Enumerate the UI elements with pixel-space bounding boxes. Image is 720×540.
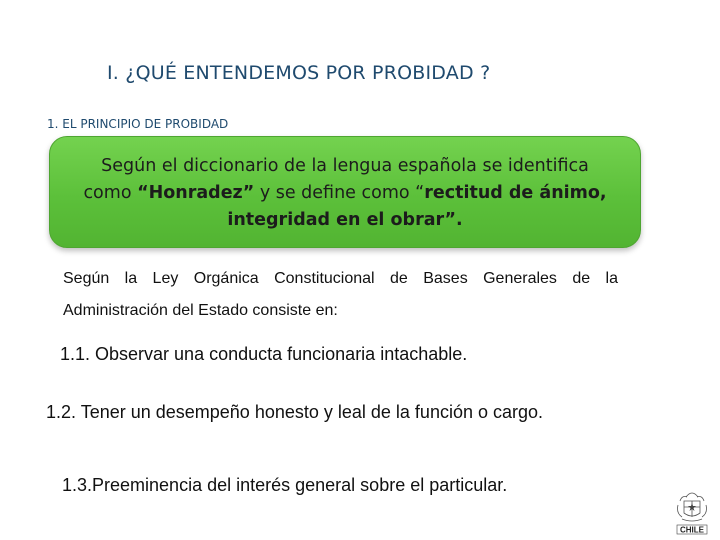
definition-honradez: “Honradez” xyxy=(137,183,255,203)
chile-government-coat-of-arms-icon xyxy=(670,487,714,535)
definition-rectitud: rectitud de ánimo, xyxy=(424,183,607,203)
definition-line-3-suffix: . xyxy=(455,210,463,230)
definition-box xyxy=(49,136,641,248)
law-paragraph: Según la Ley Orgánica Constitucional de Bases Generales de la Administración del Estado consiste en: xyxy=(63,270,618,319)
logo-text: CHILE xyxy=(680,525,704,535)
list-item: 1.2. Tener un desempeño honesto y leal de la función o cargo. xyxy=(46,402,544,422)
list-item: 1.3.Preeminencia del interés general sobre el particular. xyxy=(62,475,508,495)
page-title: I. ¿QUÉ ENTENDEMOS POR PROBIDAD ? xyxy=(107,62,491,84)
definition-integridad: integridad en el obrar” xyxy=(227,210,456,230)
definition-text xyxy=(50,153,640,234)
definition-line-1: Según el diccionario de la lengua española se identifica xyxy=(101,156,589,176)
definition-line-2-prefix: como xyxy=(83,183,138,203)
definition-line-2-middle: y se define como “ xyxy=(254,183,425,203)
list-item: 1.1. Observar una conducta funcionaria intachable. xyxy=(60,344,468,364)
section-subtitle: 1. EL PRINCIPIO DE PROBIDAD xyxy=(47,117,229,131)
